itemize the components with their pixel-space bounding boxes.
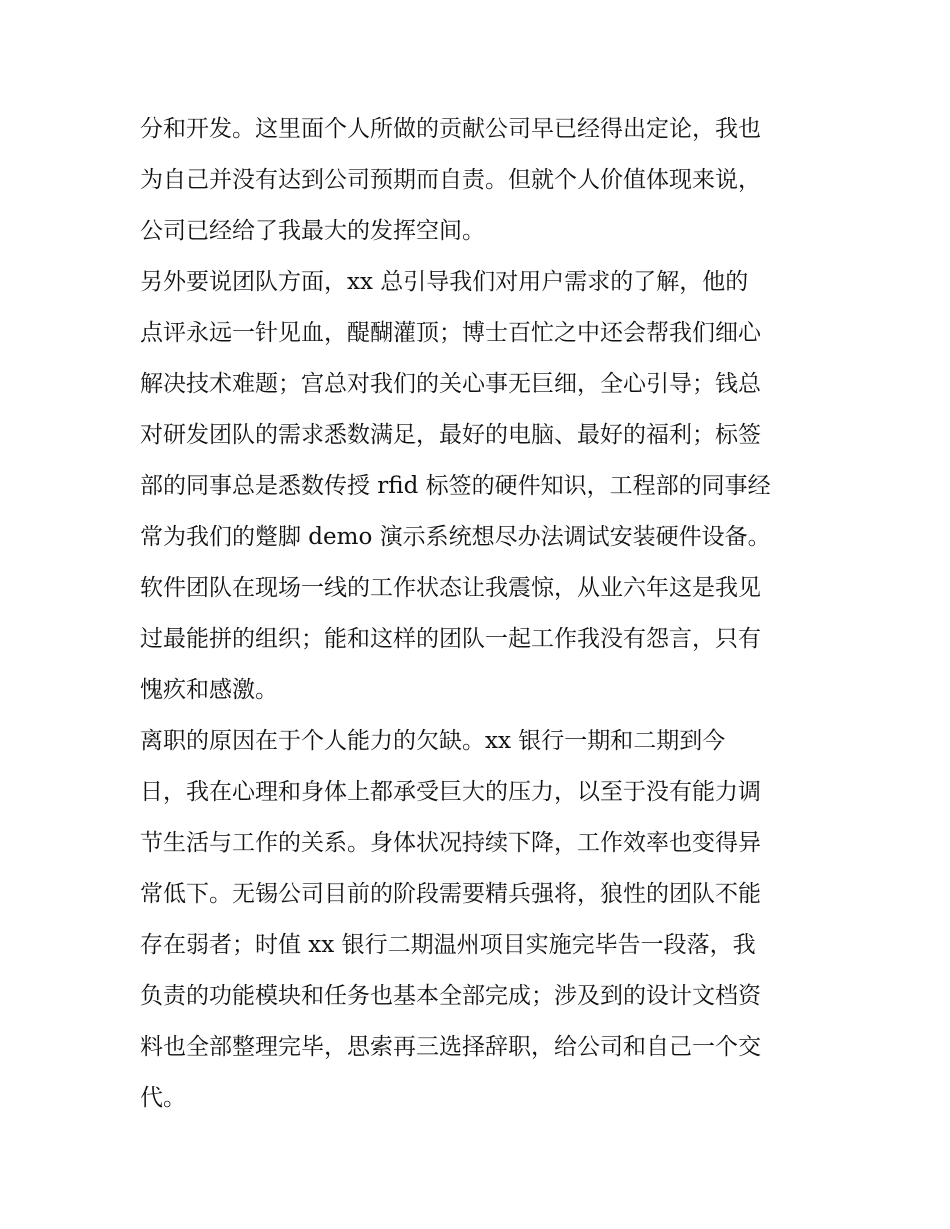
text-line: 点评永远一针见血，醍醐灌顶；博士百忙之中还会帮我们细心 [140, 320, 761, 346]
text-line: 部的同事总是悉数传授 rfid 标签的硬件知识，工程部的同事经 [140, 473, 771, 499]
text-line: 分和开发。这里面个人所做的贡献公司早已经得出定论，我也 [140, 116, 761, 142]
text-line: 常低下。无锡公司目前的阶段需要精兵强将，狼性的团队不能 [140, 881, 761, 907]
body-text [140, 104, 820, 1124]
text-line: 过最能拼的组织；能和这样的团队一起工作我没有怨言，只有 [140, 626, 761, 652]
text-line: 离职的原因在于个人能力的欠缺。xx 银行一期和二期到今 [140, 728, 726, 754]
text-line: 另外要说团队方面，xx 总引导我们对用户需求的了解，他的 [140, 269, 749, 295]
text-line: 代。 [140, 1085, 186, 1111]
text-line: 常为我们的蹩脚 demo 演示系统想尽办法调试安装硬件设备。 [140, 524, 771, 550]
text-line: 节生活与工作的关系。身体状况持续下降，工作效率也变得异 [140, 830, 761, 856]
text-line: 为自己并没有达到公司预期而自责。但就个人价值体现来说， [140, 167, 761, 193]
text-line: 存在弱者；时值 xx 银行二期温州项目实施完毕告一段落，我 [140, 932, 756, 958]
text-line: 日，我在心理和身体上都承受巨大的压力，以至于没有能力调 [140, 779, 761, 805]
text-line: 软件团队在现场一线的工作状态让我震惊，从业六年这是我见 [140, 575, 761, 601]
text-line: 负责的功能模块和任务也基本全部完成；涉及到的设计文档资 [140, 983, 761, 1009]
text-line: 愧疚和感激。 [140, 677, 278, 703]
text-line: 公司已经给了我最大的发挥空间。 [140, 218, 485, 244]
text-line: 解决技术难题；宫总对我们的关心事无巨细，全心引导；钱总 [140, 371, 761, 397]
text-line: 料也全部整理完毕，思索再三选择辞职，给公司和自己一个交 [140, 1034, 761, 1060]
text-line: 对研发团队的需求悉数满足，最好的电脑、最好的福利；标签 [140, 422, 761, 448]
